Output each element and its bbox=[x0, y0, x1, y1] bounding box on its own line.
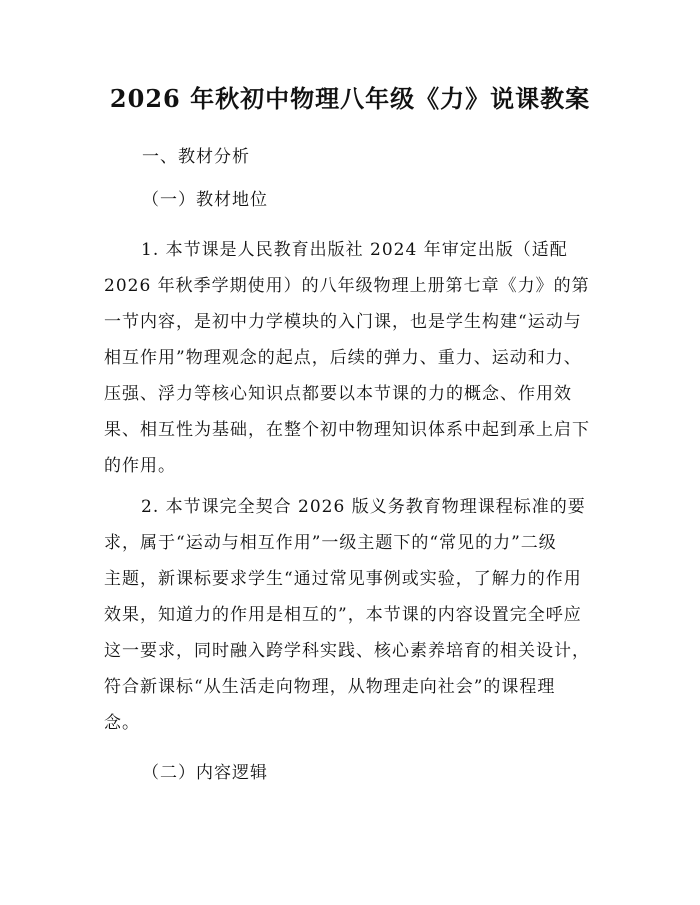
paragraph-line: 压强、浮力等核心知识点都要以本节课的力的概念、作用效 bbox=[104, 384, 572, 404]
paragraph-line: 主题，新课标要求学生“通过常见事例或实验，了解力的作用 bbox=[104, 569, 582, 589]
paragraph-line: 1. 本节课是人民教育出版社 2024 年审定出版（适配 bbox=[141, 240, 568, 260]
subsection-heading-content-logic: （二）内容逻辑 bbox=[142, 763, 268, 783]
paragraph-line: 求，属于“运动与相互作用”一级主题下的“常见的力”二级 bbox=[104, 533, 557, 553]
section-heading-textbook-analysis: 一、教材分析 bbox=[142, 147, 250, 167]
paragraph-line: 2026 年秋季学期使用）的八年级物理上册第七章《力》的第 bbox=[104, 276, 590, 296]
paragraph-line: 果、相互性为基础，在整个初中物理知识体系中起到承上启下 bbox=[104, 420, 590, 440]
paragraph-line: 一节内容，是初中力学模块的入门课，也是学生构建“运动与 bbox=[104, 312, 582, 332]
subsection-heading-textbook-position: （一）教材地位 bbox=[142, 190, 268, 210]
paragraph-line: 效果，知道力的作用是相互的”，本节课的内容设置完全呼应 bbox=[104, 605, 582, 625]
paragraph-line: 2. 本节课完全契合 2026 版义务教育物理课程标准的要 bbox=[141, 497, 586, 517]
paragraph-line: 念。 bbox=[104, 713, 140, 733]
paragraph-line: 这一要求，同时融入跨学科实践、核心素养培育的相关设计， bbox=[104, 641, 590, 661]
paragraph-1 bbox=[104, 232, 604, 484]
paragraph-line: 相互作用”物理观念的起点，后续的弹力、重力、运动和力、 bbox=[104, 348, 582, 368]
paragraph-2 bbox=[104, 489, 604, 741]
paragraph-line: 的作用。 bbox=[104, 456, 176, 476]
document-title: 2026 年秋初中物理八年级《力》说课教案 bbox=[109, 84, 591, 113]
paragraph-line: 符合新课标“从生活走向物理，从物理走向社会”的课程理 bbox=[104, 677, 556, 697]
